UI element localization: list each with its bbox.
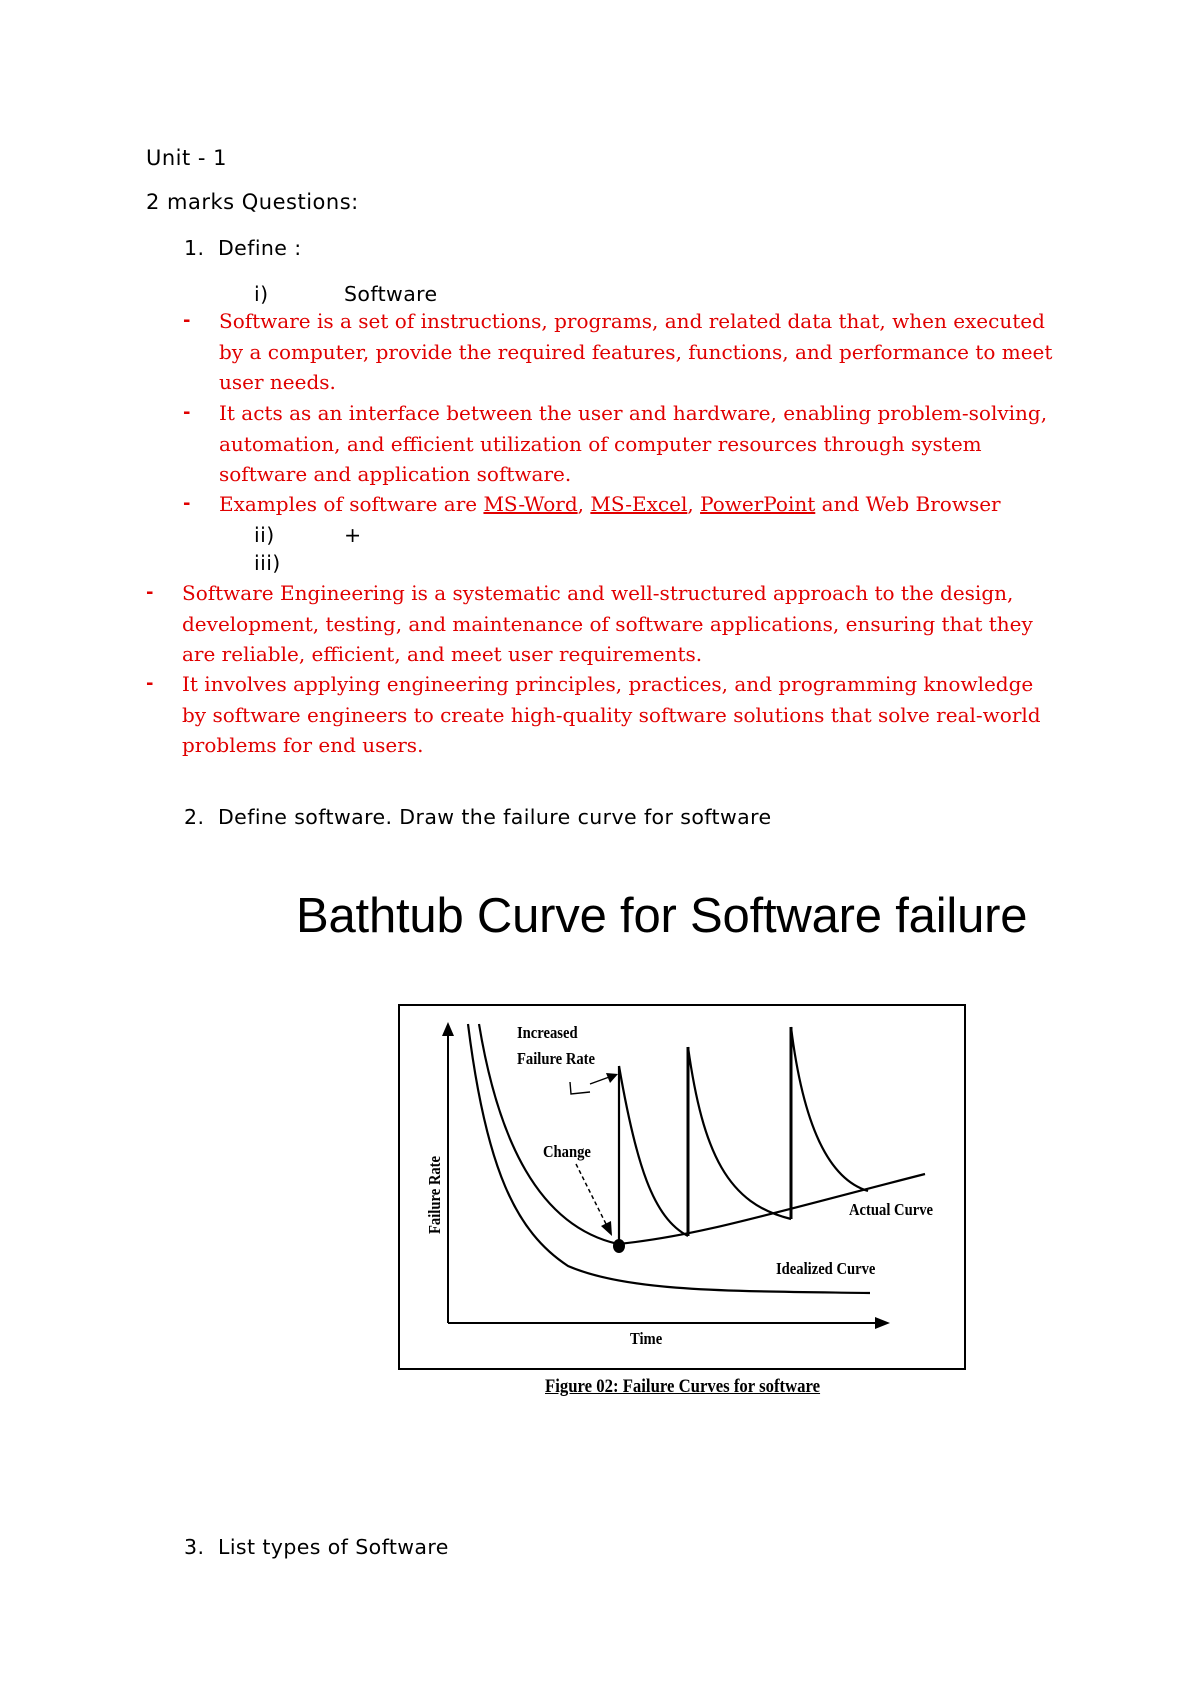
bullet-text: Software Engineering is a systematic and well-structured approach to the design, development, testing, and maintenance of software applications, ensuring that they are reliable, efficient, and meet user requirements.	[182, 581, 1033, 666]
bullet-dash: -	[183, 402, 191, 423]
question-1	[184, 236, 302, 260]
sub-item-iii	[254, 551, 344, 575]
sub-item-ii	[254, 523, 362, 547]
bullet-dash: -	[183, 310, 191, 331]
question-3	[184, 1535, 449, 1559]
label-change: Change	[543, 1143, 591, 1162]
engineering-principles-bullet	[146, 669, 1062, 761]
figure-border	[399, 1005, 965, 1369]
examples-prefix: Examples of software are	[219, 492, 484, 516]
sub-item-ii-label: ii)	[254, 523, 275, 547]
examples-suffix: and Web Browser	[815, 492, 1001, 516]
software-examples-bullet	[183, 489, 1069, 520]
example-link-powerpoint[interactable]: PowerPoint	[700, 492, 816, 516]
x-axis-label: Time	[630, 1330, 663, 1349]
label-idealized-curve: Idealized Curve	[776, 1260, 876, 1279]
bullet-text: It involves applying engineering principles, practices, and programming knowledge by software engineers to create high-quality software solutions that solve real-world problems for end users.	[182, 672, 1041, 757]
change-point-marker	[613, 1239, 625, 1253]
software-definition-bullet	[183, 306, 1069, 398]
question-2-number: 2.	[184, 805, 205, 829]
question-3-number: 3.	[184, 1535, 205, 1559]
label-actual-curve: Actual Curve	[849, 1201, 933, 1220]
failure-curve-figure	[398, 1004, 966, 1370]
figure-title: Bathtub Curve for Software failure	[296, 889, 1028, 943]
examples-separator: ,	[577, 492, 591, 516]
bullet-text: Software is a set of instructions, programs, and related data that, when executed by a computer, provide the required features, functions, and performance to meet user needs.	[219, 309, 1053, 394]
example-link-msexcel[interactable]: MS-Excel	[590, 492, 688, 516]
example-link-msword[interactable]: MS-Word	[483, 492, 578, 516]
question-2	[184, 805, 771, 829]
marks-heading: 2 marks Questions:	[146, 190, 359, 214]
bullet-dash: -	[146, 673, 154, 694]
question-3-text: List types of Software	[218, 1535, 449, 1559]
unit-heading: Unit - 1	[146, 146, 228, 170]
sub-item-i	[254, 282, 438, 306]
question-1-text: Define :	[218, 236, 302, 260]
label-increased: Increased	[517, 1024, 578, 1043]
software-engineering-bullet	[146, 578, 1062, 670]
figure-caption: Figure 02: Failure Curves for software	[545, 1376, 821, 1397]
question-2-text: Define software. Draw the failure curve for software	[218, 805, 772, 829]
software-interface-bullet	[183, 398, 1069, 490]
sub-item-i-label: i)	[254, 282, 269, 306]
y-axis-label: Failure Rate	[426, 1155, 445, 1234]
examples-separator: ,	[687, 492, 701, 516]
sub-item-ii-text: +	[344, 523, 362, 547]
sub-item-i-text: Software	[344, 282, 438, 306]
bullet-dash: -	[183, 493, 191, 514]
bullet-text: It acts as an interface between the user and hardware, enabling problem-solving, automation, and efficient utilization of computer resources through system software and application software.	[219, 401, 1048, 486]
sub-item-iii-label: iii)	[254, 551, 281, 575]
question-1-number: 1.	[184, 236, 205, 260]
bullet-dash: -	[146, 582, 154, 603]
label-failure-rate-note: Failure Rate	[517, 1050, 596, 1069]
